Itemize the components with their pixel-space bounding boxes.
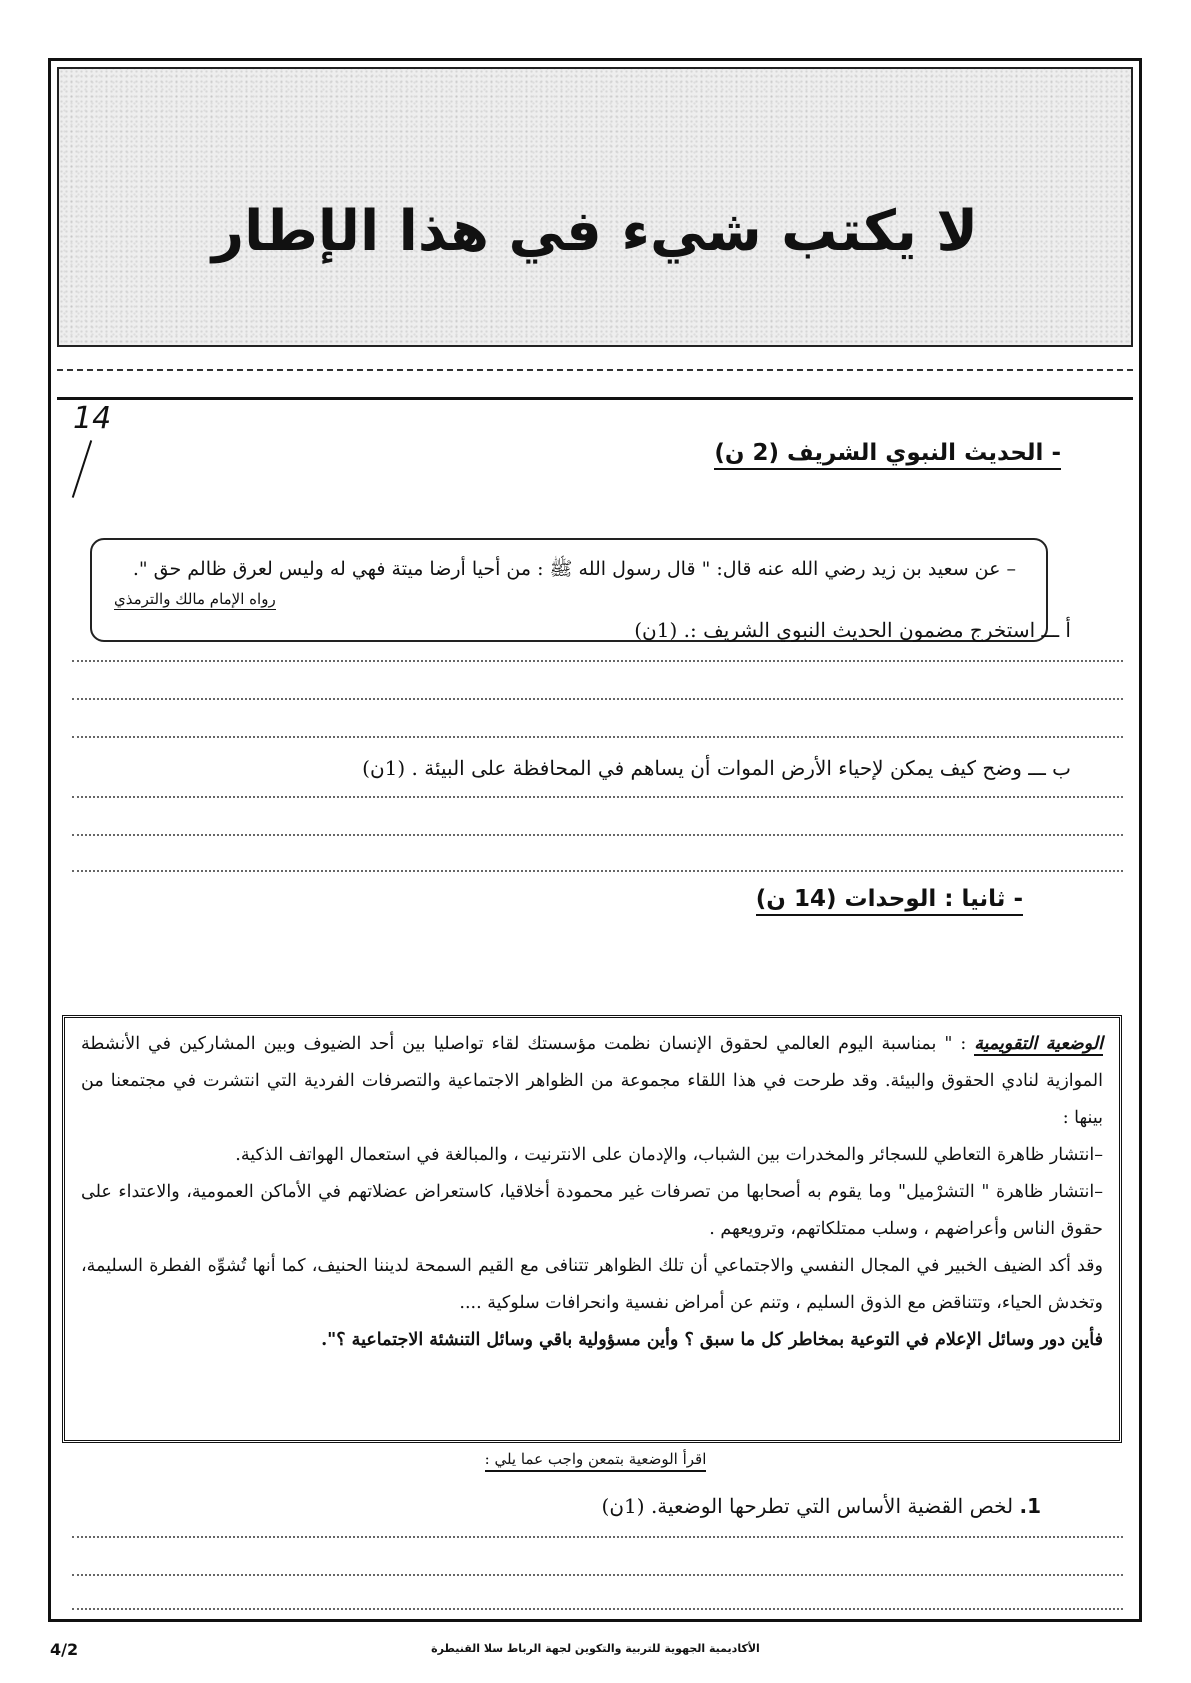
question-1 xyxy=(602,1494,1041,1518)
answer-line[interactable] xyxy=(72,736,1123,738)
answer-line[interactable] xyxy=(72,1536,1123,1538)
situation-item2: –انتشار ظاهرة " التشرْميل" وما يقوم به أصحابها من تصرفات غير محمودة أخلاقيا، كاستعراض عضلاتهم في الأماكن العمومية، والاعتداء على حقوق الناس وأعراضهم ، وسلب ممتلكاتهم، وترويعهم . xyxy=(81,1182,1103,1239)
answer-line[interactable] xyxy=(72,1574,1123,1576)
hadith-text: – عن سعيد بن زيد رضي الله عنه قال: " قال رسول الله ﷺ : من أحيا أرضا ميتة فهي له وليس لعرق ظالم حق ". xyxy=(132,558,1016,580)
situation-paragraph xyxy=(81,1026,1103,1137)
footer-institution: الأكاديمية الجهوية للتربية والتكوين لجهة الرباط سلا القنيطرة xyxy=(431,1642,760,1655)
instruction-text: اقرأ الوضعية بتمعن واجب عما يلي : xyxy=(485,1450,707,1472)
grade-mark: 14 xyxy=(73,401,112,436)
hadith-narrator-text: رواه الإمام مالك والترمذي xyxy=(114,590,276,608)
question-a: أ ـــ استخرج مضمون الحديث النبوي الشريف :. (1ن) xyxy=(634,618,1071,642)
header-title: لا يكتب شيء في هذا الإطار xyxy=(211,199,979,264)
section2-heading xyxy=(756,886,1023,912)
answer-line[interactable] xyxy=(72,834,1123,836)
situation-text xyxy=(81,1026,1103,1359)
header-divider xyxy=(57,397,1133,400)
hadith-narrator xyxy=(114,590,1016,608)
answer-line[interactable] xyxy=(72,660,1123,662)
situation-closing: فأين دور وسائل الإعلام في التوعية بمخاطر كل ما سبق ؟ وأين مسؤولية باقي وسائل التنشئة الاجتماعية ؟". xyxy=(321,1330,1103,1350)
question-1-text: لخص القضية الأساس التي تطرحها الوضعية. (1ن) xyxy=(601,1494,1014,1518)
situation-item1: –انتشار ظاهرة التعاطي للسجائر والمخدرات بين الشباب، والإدمان على الانترنيت ، والمبالغة في استعمال الهواتف الذكية. xyxy=(235,1145,1103,1165)
answer-line[interactable] xyxy=(72,870,1123,872)
page-number: 4/2 xyxy=(50,1640,79,1659)
answer-line[interactable] xyxy=(72,698,1123,700)
cut-line xyxy=(57,369,1133,371)
situation-paragraph1: : " بمناسبة اليوم العالمي لحقوق الإنسان نظمت مؤسستك لقاء تواصليا بين أحد الضيوف وبين المشاركين في الأنشطة الموازية لنادي الحقوق والبيئة. وقد طرحت في هذا اللقاء مجموعة من الظواهر الاجتماعية والتصرفات الفردية التي انتشرت في مجتمعنا من بينها : xyxy=(81,1034,1103,1128)
answer-line[interactable] xyxy=(72,796,1123,798)
grade-mark-stroke xyxy=(72,440,92,498)
header-box xyxy=(57,67,1133,347)
section1-heading xyxy=(714,440,1061,466)
situation-label: الوضعية التقويمية xyxy=(974,1034,1103,1054)
question-1-number: 1. xyxy=(1019,1494,1041,1518)
answer-line[interactable] xyxy=(72,1608,1123,1610)
situation-box xyxy=(62,1015,1122,1443)
section2-heading-text: - ثانيا : الوحدات (14 ن) xyxy=(756,886,1023,916)
instruction xyxy=(0,1450,1191,1468)
section1-heading-text: - الحديث النبوي الشريف (2 ن) xyxy=(714,440,1061,470)
question-b: ب ـــ وضح كيف يمكن لإحياء الأرض الموات أن يساهم في المحافظة على البيئة . (1ن) xyxy=(362,756,1071,780)
situation-paragraph2: وقد أكد الضيف الخبير في المجال النفسي والاجتماعي أن تلك الظواهر تتنافى مع القيم السمحة لديننا الحنيف، كما أنها تُشوِّه الفطرة السليمة، وتخدش الحياء، وتتناقض مع الذوق السليم ، وتنم عن أمراض نفسية وانحرافات سلوكية .... xyxy=(81,1256,1103,1313)
